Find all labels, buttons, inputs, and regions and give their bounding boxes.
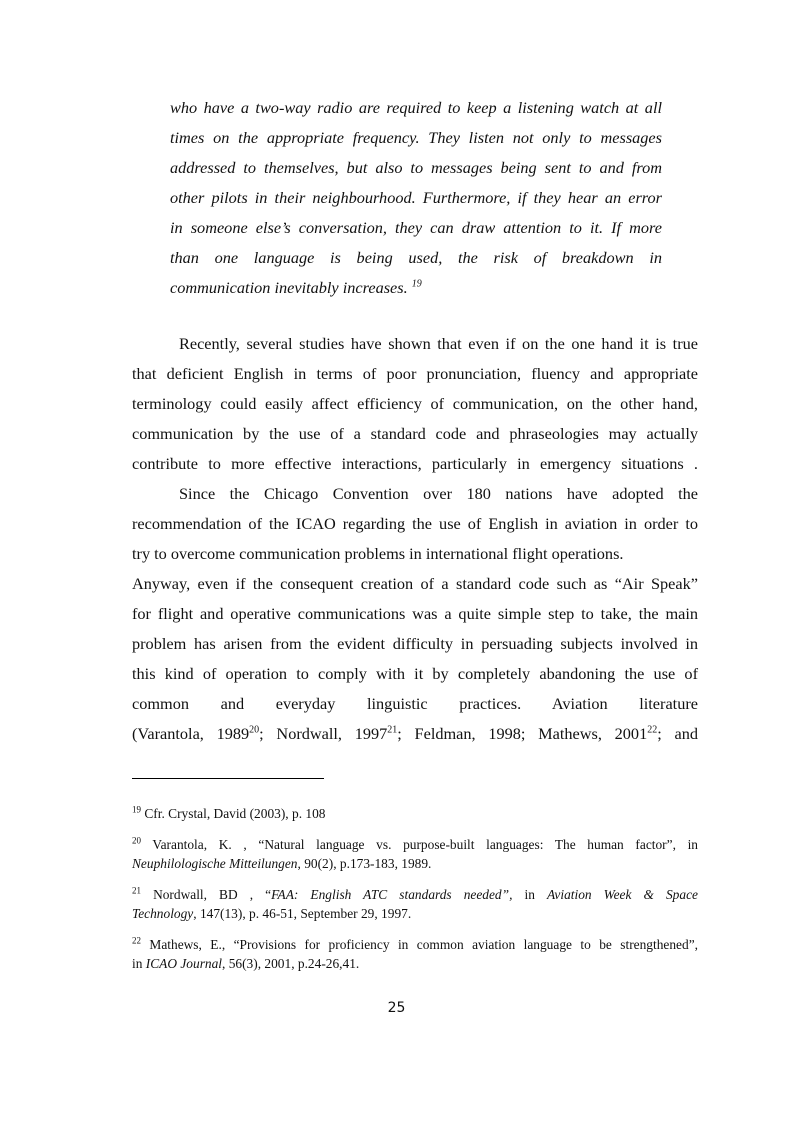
body-line: terminology could easily affect efficiency of communication, on the other hand, bbox=[132, 394, 698, 413]
body-line: Recently, several studies have shown that even if on the one hand it is true bbox=[179, 334, 698, 353]
journal-title: Neuphilologische Mitteilungen bbox=[132, 856, 298, 871]
body-line: Anyway, even if the consequent creation of a standard code such as “Air Speak” bbox=[132, 574, 698, 593]
footnote-line bbox=[132, 904, 698, 923]
body-line: problem has arisen from the evident difficulty in persuading subjects involved in bbox=[132, 634, 698, 653]
body-citation-line bbox=[132, 719, 698, 749]
quote-line-text: communication inevitably increases. bbox=[170, 278, 408, 297]
footnote-21 bbox=[132, 885, 698, 923]
quote-line: addressed to themselves, but also to messages being sent to and from bbox=[170, 158, 662, 177]
footnote-20 bbox=[132, 835, 698, 873]
footnote-line bbox=[132, 885, 698, 904]
quote-line: who have a two-way radio are required to keep a listening watch at all bbox=[170, 98, 662, 117]
body-line: this kind of operation to comply with it by completely abandoning the use of bbox=[132, 664, 698, 683]
body-line: contribute to more effective interactions, particularly in emergency situations . bbox=[132, 454, 698, 473]
citation-feldman-mathews: ; Feldman, 1998; Mathews, 2001 bbox=[397, 724, 648, 743]
body-line: for flight and operative communications was a quite simple step to take, the main bbox=[132, 604, 698, 623]
journal-title: Aviation Week & Space bbox=[546, 887, 698, 902]
quote-last-line bbox=[170, 273, 662, 303]
body-line: common and everyday linguistic practices. Aviation literature bbox=[132, 694, 698, 713]
footnote-text: Mathews, E., “Provisions for proficiency in common aviation language to be strengthened”, bbox=[141, 937, 698, 952]
body-line: communication by the use of a standard code and phraseologies may actually bbox=[132, 424, 698, 443]
footnote-text: Cfr. Crystal, David (2003), p. 108 bbox=[141, 806, 326, 821]
journal-title-cont: Technology bbox=[132, 906, 194, 921]
footnote-ref-19: 19 bbox=[411, 278, 422, 290]
body-line: Since the Chicago Convention over 180 nations have adopted the bbox=[179, 484, 698, 503]
block-quote bbox=[170, 93, 662, 303]
citation-varantola: (Varantola, 1989 bbox=[132, 724, 250, 743]
footnote-22 bbox=[132, 935, 698, 973]
footnote-19 bbox=[132, 804, 698, 823]
quote-line: in someone else’s conversation, they can draw attention to it. If more bbox=[170, 218, 662, 237]
footnote-line bbox=[132, 804, 698, 823]
footnote-text: , 147(13), p. 46-51, September 29, 1997. bbox=[193, 906, 412, 921]
footnote-number: 21 bbox=[132, 885, 141, 896]
body-paragraphs bbox=[132, 329, 698, 749]
journal-title: ICAO Journal bbox=[145, 956, 223, 971]
citation-tail: ; and bbox=[657, 724, 698, 743]
footnote-line bbox=[132, 954, 698, 973]
footnote-number: 22 bbox=[132, 935, 141, 946]
footnotes bbox=[132, 804, 698, 985]
footnote-ref-21: 21 bbox=[387, 724, 398, 736]
body-line: try to overcome communication problems in international flight operations. bbox=[132, 544, 624, 563]
footnote-number: 20 bbox=[132, 835, 141, 846]
footnote-text: , 56(3), 2001, p.24-26,41. bbox=[222, 956, 360, 971]
footnote-ref-20: 20 bbox=[249, 724, 260, 736]
footnote-separator bbox=[132, 778, 324, 779]
article-title: FAA: English ATC standards needed”, bbox=[271, 887, 513, 902]
quote-line: times on the appropriate frequency. They listen not only to messages bbox=[170, 128, 662, 147]
footnote-line bbox=[132, 854, 698, 873]
footnote-line bbox=[132, 835, 698, 854]
quote-line: other pilots in their neighbourhood. Furthermore, if they hear an error bbox=[170, 188, 662, 207]
body-line: that deficient English in terms of poor pronunciation, fluency and appropriate bbox=[132, 364, 698, 383]
footnote-text: , 90(2), p.173-183, 1989. bbox=[297, 856, 432, 871]
footnote-number: 19 bbox=[132, 804, 141, 815]
footnote-text: in bbox=[512, 887, 547, 902]
footnote-text: in bbox=[132, 956, 146, 971]
body-line: recommendation of the ICAO regarding the use of English in aviation in order to bbox=[132, 514, 698, 533]
footnote-line bbox=[132, 935, 698, 954]
quote-line: than one language is being used, the risk of breakdown in bbox=[170, 248, 662, 267]
citation-nordwall: ; Nordwall, 1997 bbox=[259, 724, 388, 743]
footnote-text: Varantola, K. , “Natural language vs. purpose-built languages: The human factor”, in bbox=[141, 837, 698, 852]
page-number: 25 bbox=[387, 1000, 406, 1016]
footnote-text: Nordwall, BD , “ bbox=[141, 887, 272, 902]
footnote-ref-22: 22 bbox=[647, 724, 658, 736]
